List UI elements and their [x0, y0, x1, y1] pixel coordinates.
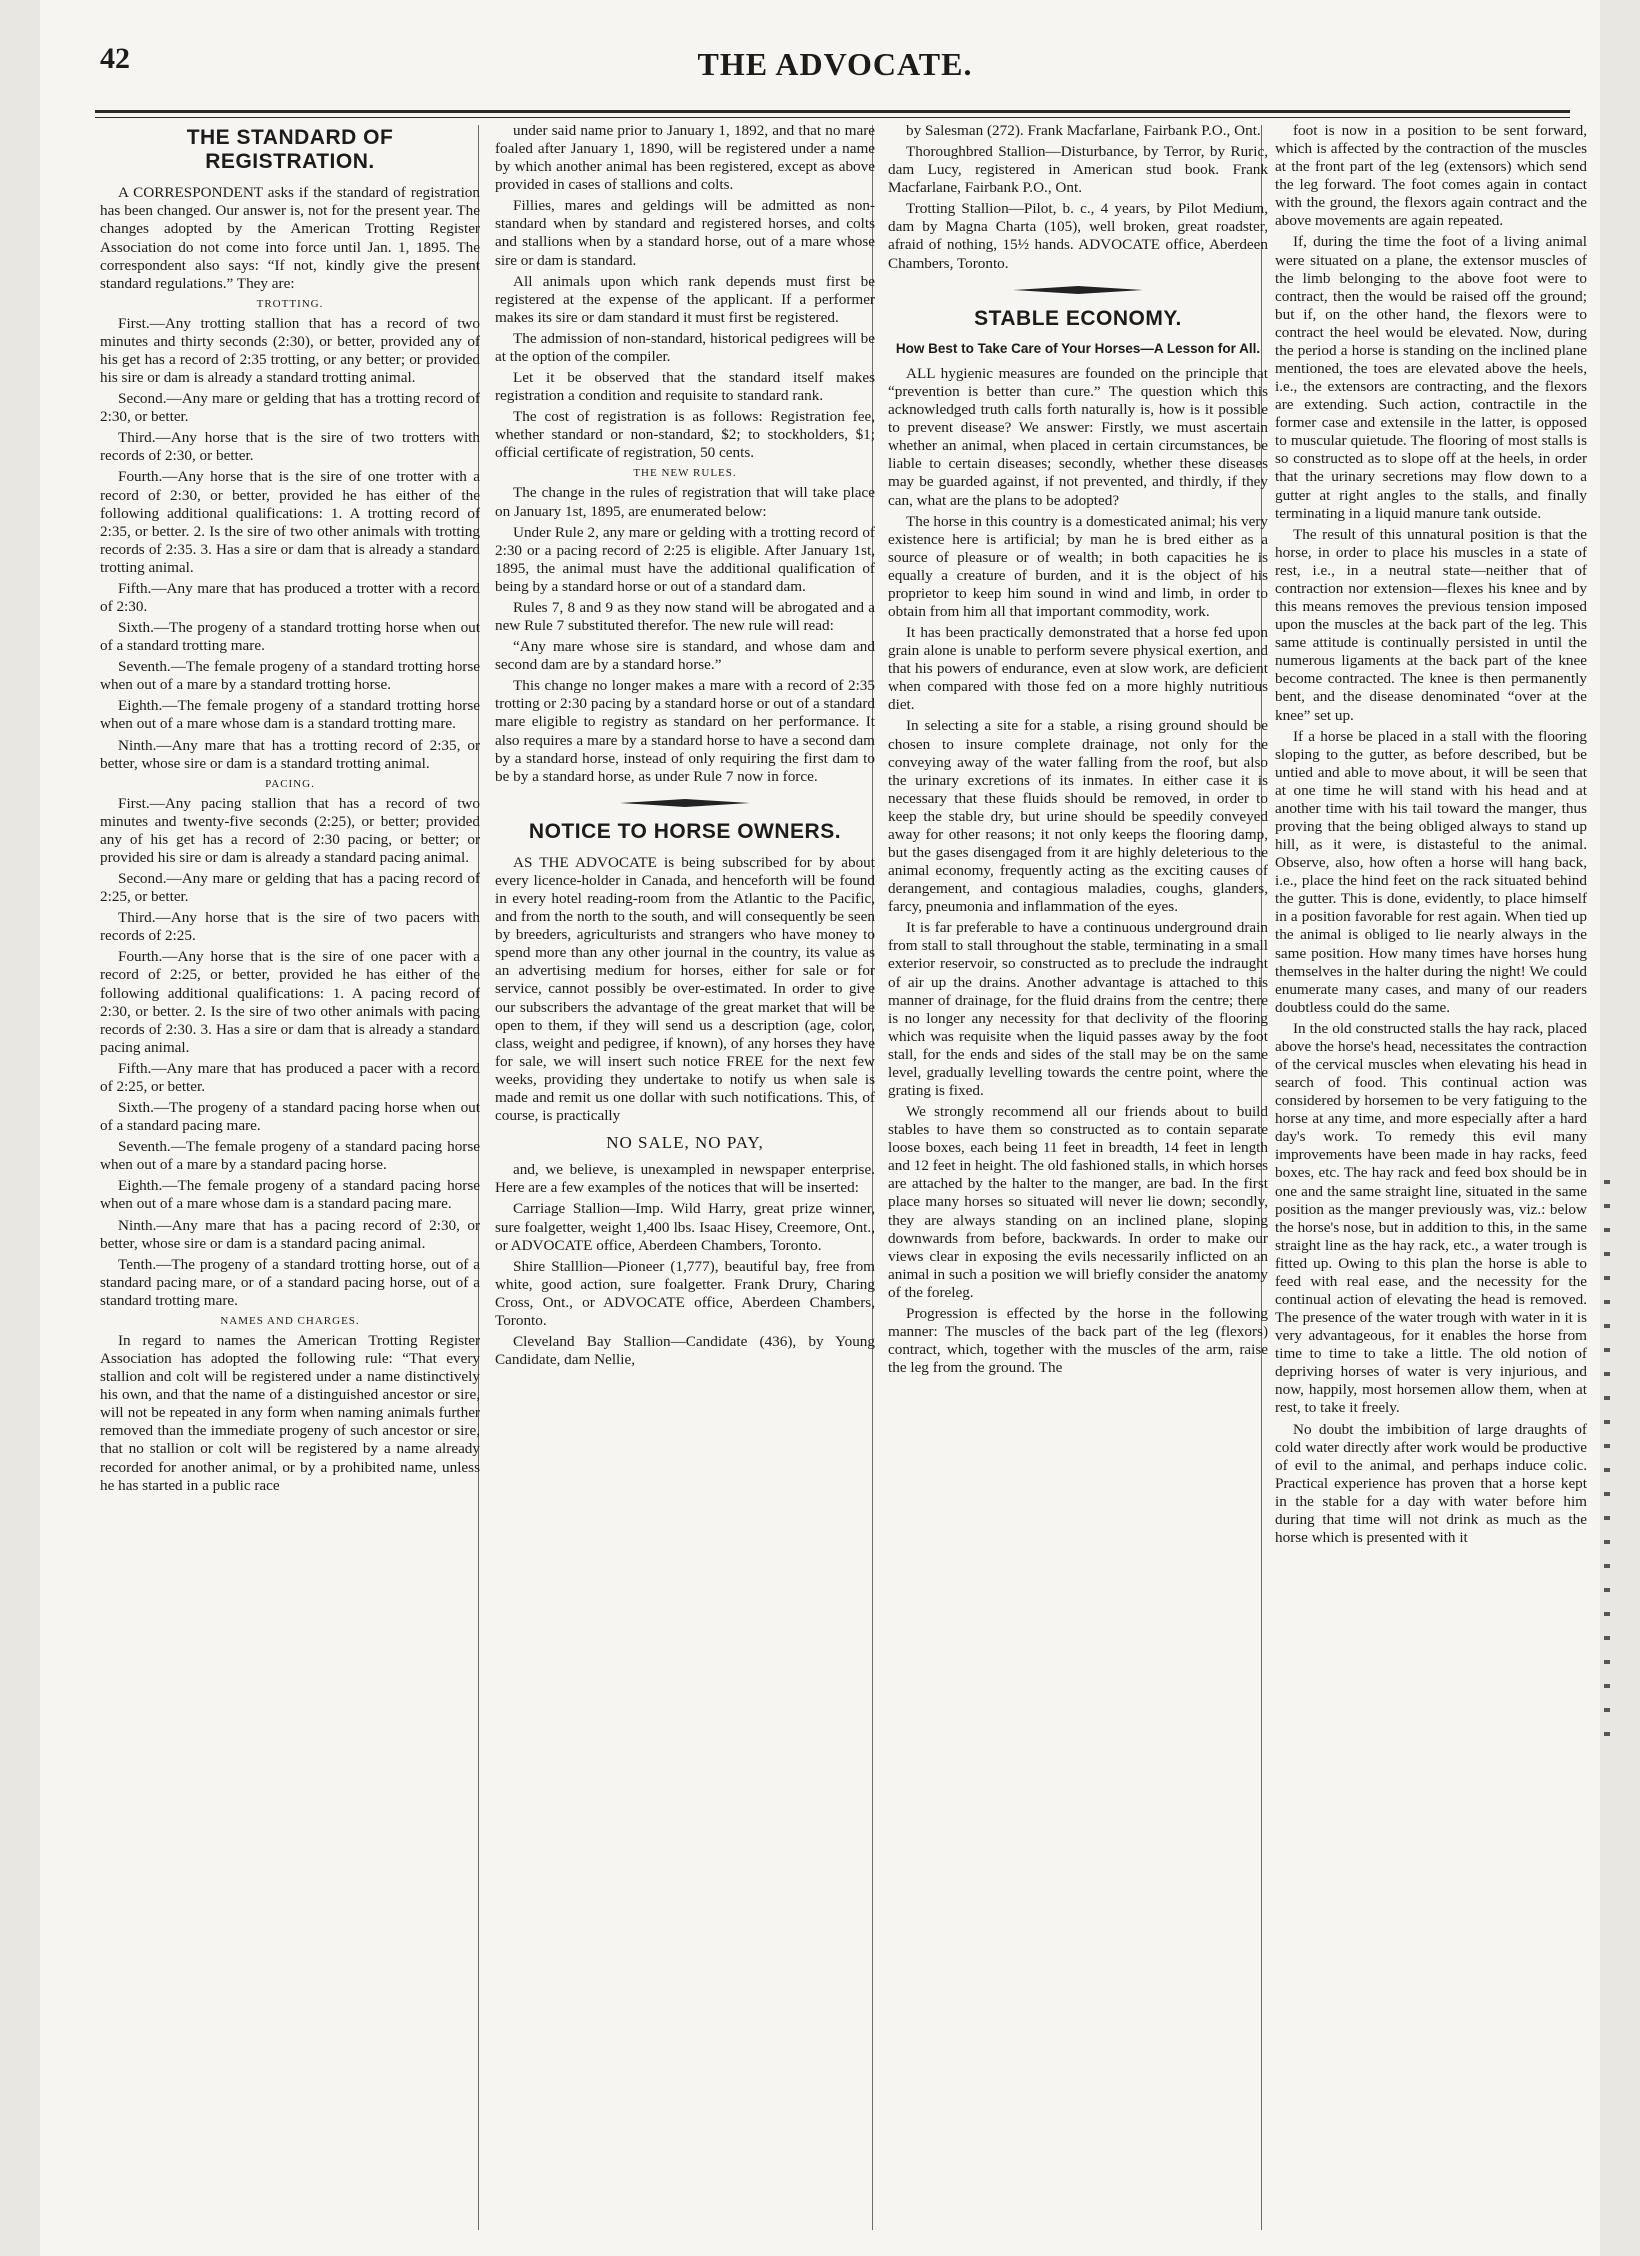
paragraph-group — [495, 854, 875, 1125]
paragraph-group — [888, 365, 1268, 1377]
paragraph: and, we believe, is unexampled in newspaper enterprise. Here are a few examples of the notices that will be inserted: — [495, 1161, 875, 1197]
no-sale-no-pay-banner: NO SALE, NO PAY, — [606, 1133, 764, 1153]
paragraph: Cleveland Bay Stallion—Candidate (436), by Young Candidate, dam Nellie, — [495, 1332, 875, 1369]
paragraph: Second.—Any mare or gelding that has a trotting record of 2:30, or better. — [100, 390, 480, 426]
paragraph: by Salesman (272). Frank Macfarlane, Fairbank P.O., Ont. — [906, 122, 1261, 139]
paragraph: The result of this unnatural position is that the horse, in order to place his muscles in a state of rest, i.e., in a neutral state—neither that of contraction nor extension—flexes his knee and by this means removes the previous tension imposed upon the muscles at the back part of the leg. This same attitude is continually persisted in until the numerous ligaments at the back part of the knee become contracted. The knee is then permanently bent, and the disease denominated “over at the knee” set up. — [1275, 525, 1587, 724]
paragraph-group — [1275, 122, 1587, 1547]
paragraph: Under Rule 2, any mare or gelding with a trotting record of 2:30 or a pacing record of 2:25 is eligible. After January 1st, 1895, the animal must have the additional qualification of being by a standard horse or out of a standard dam. — [495, 523, 875, 595]
paragraph: under said name prior to January 1, 1892, and that no mare foaled after January 1, 1890, will be registered under a name by which another animal has been registered, except as above provided in cases of stallions and colts. — [495, 122, 875, 194]
paragraph: ALL hygienic measures are founded on the principle that “prevention is better than cure.” The question which this acknowledged truth calls forth naturally is, how is it possible to prevent disease? We answer: Firstly, we must ascertain whether an animal, when placed in certain circumstances, be liable to certain diseases; secondly, whether these diseases may be guarded against, if not prevented, and thirdly, if they can, what are the plans to be adopted? — [888, 364, 1268, 509]
paragraph-group — [100, 315, 480, 773]
paragraph: Second.—Any mare or gelding that has a pacing record of 2:25, or better. — [100, 870, 480, 906]
paragraph: The admission of non-standard, historical pedigrees will be at the option of the compiler. — [495, 329, 875, 365]
article-heading-standard-of-registration: THE STANDARD OF REGISTRATION. — [186, 126, 394, 174]
ornamental-divider — [1008, 283, 1148, 297]
column-1 — [100, 122, 480, 2232]
subsection-label-trotting: TROTTING. — [256, 297, 324, 310]
paragraph: The cost of registration is as follows: Registration fee, whether standard or non-standard, $2; to stockholders, $1; official certificate of registration, 50 cents. — [495, 408, 875, 462]
subsection-label-new-rules: THE NEW RULES. — [633, 467, 737, 480]
article-heading-notice-to-horse-owners: NOTICE TO HORSE OWNERS. — [528, 819, 842, 843]
paragraph: Let it be observed that the standard itself makes registration a condition and requisite to standard rank. — [495, 369, 875, 405]
paragraph: All animals upon which rank depends must first be registered at the expense of the applicant. If a performer makes its sire or dam standard it must first be registered. — [495, 272, 875, 326]
article-subheading: How Best to Take Care of Your Horses—A Lesson for All. — [895, 340, 1261, 356]
column-3 — [888, 122, 1268, 2232]
paragraph: Carriage Stallion—Imp. Wild Harry, great prize winner, sure foalgetter, weight 1,400 lbs. Isaac Hisey, Creemore, Ont., or ADVOCATE office, Aberdeen Chambers, Toronto. — [495, 1200, 875, 1254]
column-4 — [1275, 122, 1587, 2232]
paragraph: foot is now in a position to be sent forward, which is affected by the contraction of the muscles at the front part of the leg (extensors) which send the leg forward. The foot comes again in contact with the ground, the flexors again contract and the above movements are again repeated. — [1275, 122, 1587, 230]
paragraph: If, during the time the foot of a living animal were situated on a plane, the extensor muscles of the limb belonging to the above foot were to contract, then the would be raised off the ground; but if, on the other hand, the flexors were to contract the heel would be elevated. Now, during the period a horse is standing on the inclined plane mentioned, the toes are elevated above the heels, i.e., the extensors are contracting, and the flexors are extending. Such action, contractile in the former case and extensile in the latter, is opposed to muscular quietude. The flooring of most stalls is so constructed as to slope off at the heels, in order that the urinary secretions may flow down to a gutter at right angles to the stalls, and finally terminating in a liquid manure tank outside. — [1275, 233, 1587, 522]
ornamental-divider — [615, 796, 755, 810]
newspaper-title: THE ADVOCATE. — [697, 46, 973, 82]
paragraph-group — [888, 122, 1268, 273]
paragraph: We strongly recommend all our friends about to build stables to have them so constructed as to contain separate loose boxes, each being 11 feet in breadth, 14 feet in length and 12 feet in height. The old fashioned stalls, in which horses are attached by the halter to the manger, are bad. In the first place many horses so situated will never lie down; secondly, they are always standing on an inclined plane, sloping downwards from before, backwards. In order to make our views clear in exposing the evils necessarily inflicted on an animal in such a position we will briefly consider the anatomy of the foreleg. — [888, 1103, 1268, 1301]
paragraph: It is far preferable to have a continuous underground drain from stall to stall throughout the stable, terminating in a small exterior reservoir, so constructed as to preclude the indraught of air up the drains. Another advantage is attached to this manner of drainage, for the fluid drains from the centre; there is no longer any necessity for that declivity of the flooring which was requisite when the liquid passes away by the foot stall, for the ends and sides of the stall may be on the same level, gradually levelling towards the centre point, where the grating is fixed. — [888, 919, 1268, 1099]
paragraph: Thoroughbred Stallion—Disturbance, by Terror, by Ruric, dam Lucy, registered in American stud book. Frank Macfarlane, Fairbank P.O., Ont. — [888, 143, 1268, 197]
paragraph-group — [100, 1332, 480, 1495]
paragraph: Rules 7, 8 and 9 as they now stand will be abrogated and a new Rule 7 substituted therefor. The new rule will read: — [495, 598, 875, 635]
paragraph: “Any mare whose sire is standard, and whose dam and second dam are by a standard horse.” — [495, 638, 875, 674]
article-heading-stable-economy: STABLE ECONOMY. — [974, 306, 1182, 330]
paragraph: No doubt the imbibition of large draughts of cold water directly after work would be productive of evil to the animal, and perhaps induce colic. Practical experience has proven that a horse kept in the stable for a day with water before him during that time will not drink as much as the horse which is presented with it — [1275, 1420, 1587, 1547]
paragraph: Fifth.—Any mare that has produced a pacer with a record of 2:25, or better. — [100, 1059, 480, 1095]
paragraph: First.—Any trotting stallion that has a record of two minutes and thirty seconds (2:30), or better, provided any of his get has a record of 2:35 trotting, or any better; or provided his sire or dam is already a standard trotting animal. — [100, 314, 480, 387]
column-2 — [495, 122, 875, 2232]
subsection-label-pacing: PACING. — [265, 777, 315, 790]
paragraph: Seventh.—The female progeny of a standard pacing horse when out of a mare by a standard pacing horse. — [100, 1138, 480, 1174]
paragraph: Eighth.—The female progeny of a standard trotting horse when out of a mare whose dam is a standard trotting mare. — [100, 697, 480, 733]
paragraph: Ninth.—Any mare that has a trotting record of 2:35, or better, whose sire or dam is a standard trotting animal. — [100, 736, 480, 772]
page-number: 42 — [100, 42, 130, 75]
paragraph-group — [100, 795, 480, 1310]
paragraph-group — [495, 484, 875, 785]
paragraph: In the old constructed stalls the hay rack, placed above the horse's head, necessitates the contraction of the cervical muscles when elevating his head in search of food. This continual action was considered by horsemen to be very fatiguing to the horse at any time, and more especially after a hard day's work. To remedy this evil many improvements have been made in hay racks, feed boxes, etc. The hay rack and feed box should be in one and the same straight line, situated in the same position as the manger previously was, viz.: below the horse's nose, but in addition to this, in the same straight line as the hay rack, etc., a water trough is fitted up. Owing to this plan the horse is able to feed with real ease, and the necessity for the continual action of elevating the head is removed. The presence of the water trough with water in it is very advantageous, for it enables the horse from time to time to take a little. The old notion of depriving horses of water is very injurious, and now, happily, most horsemen allow them, when at rest, to take it freely. — [1275, 1019, 1587, 1417]
paragraph: Third.—Any horse that is the sire of two pacers with records of 2:25. — [100, 909, 480, 945]
paragraph: If a horse be placed in a stall with the flooring sloping to the gutter, as before described, but be untied and able to move about, it will be seen that at one time he will stand with his head and at another time with his tail toward the manger, thus proving that the being obliged always to stand up hill, as it were, is distasteful to the animal. Observe, also, how often a horse will hang back, i.e., place the hind feet on the rack situated behind the gutter. This is done, evidently, to place himself in a position favorable for rest again. When tied up the animal is obliged to lie nearly always in the same position. How many times have horses hung themselves in the halter during the night! We could enumerate many cases, and many of our readers doubtless could do the same. — [1275, 727, 1587, 1016]
paragraph: Ninth.—Any mare that has a pacing record of 2:30, or better, whose sire or dam is a standard pacing animal. — [100, 1216, 480, 1252]
paragraph: A CORRESPONDENT asks if the standard of registration has been changed. Our answer is, not for the present year. The changes adopted by the American Trotting Register Association do not come into force until Jan. 1, 1895. The correspondent also says: “If not, kindly give the present standard regulations.” They are: — [100, 184, 480, 292]
header-rule — [95, 110, 1570, 113]
paragraph: AS THE ADVOCATE is being subscribed for by about every licence-holder in Canada, and henceforth will be found in every hotel reading-room from the Atlantic to the Pacific, and from the north to the south, and will consequently be seen by breeders, agriculturists and strangers who have money to spend more than any other journal in the country, its value as an advertising medium for horses, either for sale or for service, cannot possibly be over-estimated. In order to give our subscribers the advantage of the great market that will be open to them, if they will send us a description (age, color, class, weight and pedigree, if known), of any horses they have for sale, we will insert such notice FREE for the next few weeks, providing they undertake to notify us when sale is made and remit us one dollar with such notifications. This, of course, is practically — [495, 853, 875, 1124]
paragraph-group — [100, 184, 480, 292]
page-edge-marks — [1604, 1180, 1610, 1740]
paragraph: Trotting Stallion—Pilot, b. c., 4 years, by Pilot Medium, dam by Magna Charta (105), well broken, great roadster, afraid of nothing, 15½ hands. ADVOCATE office, Aberdeen Chambers, Toronto. — [888, 200, 1268, 272]
paragraph: Shire Stalllion—Pioneer (1,777), beautiful bay, free from white, good action, sure foalgetter. Frank Drury, Charing Cross, Ont., or ADVOCATE office, Aberdeen Chambers, Toronto. — [495, 1257, 875, 1329]
paragraph: Fourth.—Any horse that is the sire of one pacer with a record of 2:25, or better, provided he has either of the following additional qualifications: 1. A pacing record of 2:30, or better. 2. Is the sire of two other animals with pacing records of 2:30. 3. Has a sire or dam that is already a standard pacing animal. — [100, 948, 480, 1056]
paragraph: Tenth.—The progeny of a standard trotting horse, out of a standard pacing mare, or of a standard pacing horse, out of a standard trotting mare. — [100, 1255, 480, 1309]
paragraph: Seventh.—The female progeny of a standard trotting horse when out of a mare by a standard trotting horse. — [100, 658, 480, 694]
paragraph: It has been practically demonstrated that a horse fed upon grain alone is unable to perform severe physical exertion, and that his powers of endurance, even at slow work, are deficient when compared with those fed on a more highly nutritious diet. — [888, 624, 1268, 714]
paragraph: Progression is effected by the horse in the following manner: The muscles of the back part of the leg (flexors) contract, which, together with the muscles of the arm, raise the leg from the ground. The — [888, 1304, 1268, 1377]
paragraph: Fifth.—Any mare that has produced a trotter with a record of 2:30. — [100, 579, 480, 615]
paragraph: Eighth.—The female progeny of a standard pacing horse when out of a mare whose dam is a standard pacing mare. — [100, 1177, 480, 1213]
paragraph: Fillies, mares and geldings will be admitted as non-standard when by standard and registered horses, and colts and stallions when by a standard horse, out of a mare whose sire or dam is standard. — [495, 197, 875, 269]
paragraph: Sixth.—The progeny of a standard pacing horse when out of a standard pacing mare. — [100, 1099, 480, 1135]
paragraph: In regard to names the American Trotting Register Association has adopted the following rule: “That every stallion and colt will be registered under a name distinctively his own, and that the name of a distinguished ancestor or sire, will not be repeated in any form when naming animals further removed than the immediate progeny of such ancestor or sire, that no stallion or colt will be registered by a name already recorded for another animal, or by a prohibited name, unless he has started in a public race — [100, 1331, 480, 1494]
paragraph: Fourth.—Any horse that is the sire of one trotter with a record of 2:30, or better, provided he has either of the following additional qualifications: 1. A trotting record of 2:35, or better. 2. Is the sire of two other animals with trotting records of 2:35. 3. Has a sire or dam that is already a standard trotting animal. — [100, 468, 480, 576]
paragraph-group — [495, 122, 875, 462]
paragraph: First.—Any pacing stallion that has a record of two minutes and twenty-five seconds (2:25), or better; provided any of his get has a record of 2:30 pacing, or better; or provided his sire or dam is already a standard pacing animal. — [100, 794, 480, 867]
paragraph: This change no longer makes a mare with a record of 2:35 trotting or 2:30 pacing by a standard horse or out of a standard mare eligible to registry as standard on her performance. It also requires a mare by a standard horse to have a second dam by a standard horse, instead of only requiring the first dam to be by a standard horse, as under Rule 7 now in force. — [495, 677, 875, 785]
paragraph: The change in the rules of registration that will take place on January 1st, 1895, are enumerated below: — [495, 484, 875, 520]
subsection-label-names: NAMES AND CHARGES. — [220, 1314, 360, 1327]
paragraph: In selecting a site for a stable, a rising ground should be chosen to insure complete drainage, not only for the conveying away of the water falling from the roof, but also the urinary excretions of its inmates. In either case it is necessary that these fluids should be removed, in order to keep the stable dry, but urine should be speedily conveyed away for other reasons; it not only keeps the flooring damp, but the gases disengaged from it are highly deleterious to the animal economy, frequently acting as the exciting causes of derangement, and contagious maladies, coughs, glanders, farcy, pneumonia and inflammation of the eyes. — [888, 717, 1268, 916]
paragraph-group — [495, 1161, 875, 1369]
paragraph: Third.—Any horse that is the sire of two trotters with records of 2:30, or better. — [100, 429, 480, 465]
page-header — [100, 40, 1570, 100]
header-rule-thin — [95, 117, 1570, 118]
paragraph: The horse in this country is a domesticated animal; his very existence here is artificial; by man he is bred either as a source of pleasure or of wealth; in both capacities he is equally a creature of burden, and it is the object of his proprietor to keep him sound in wind and limb, in order to obtain from him all that important commodity, work. — [888, 512, 1268, 620]
paragraph: Sixth.—The progeny of a standard trotting horse when out of a standard trotting mare. — [100, 619, 480, 655]
